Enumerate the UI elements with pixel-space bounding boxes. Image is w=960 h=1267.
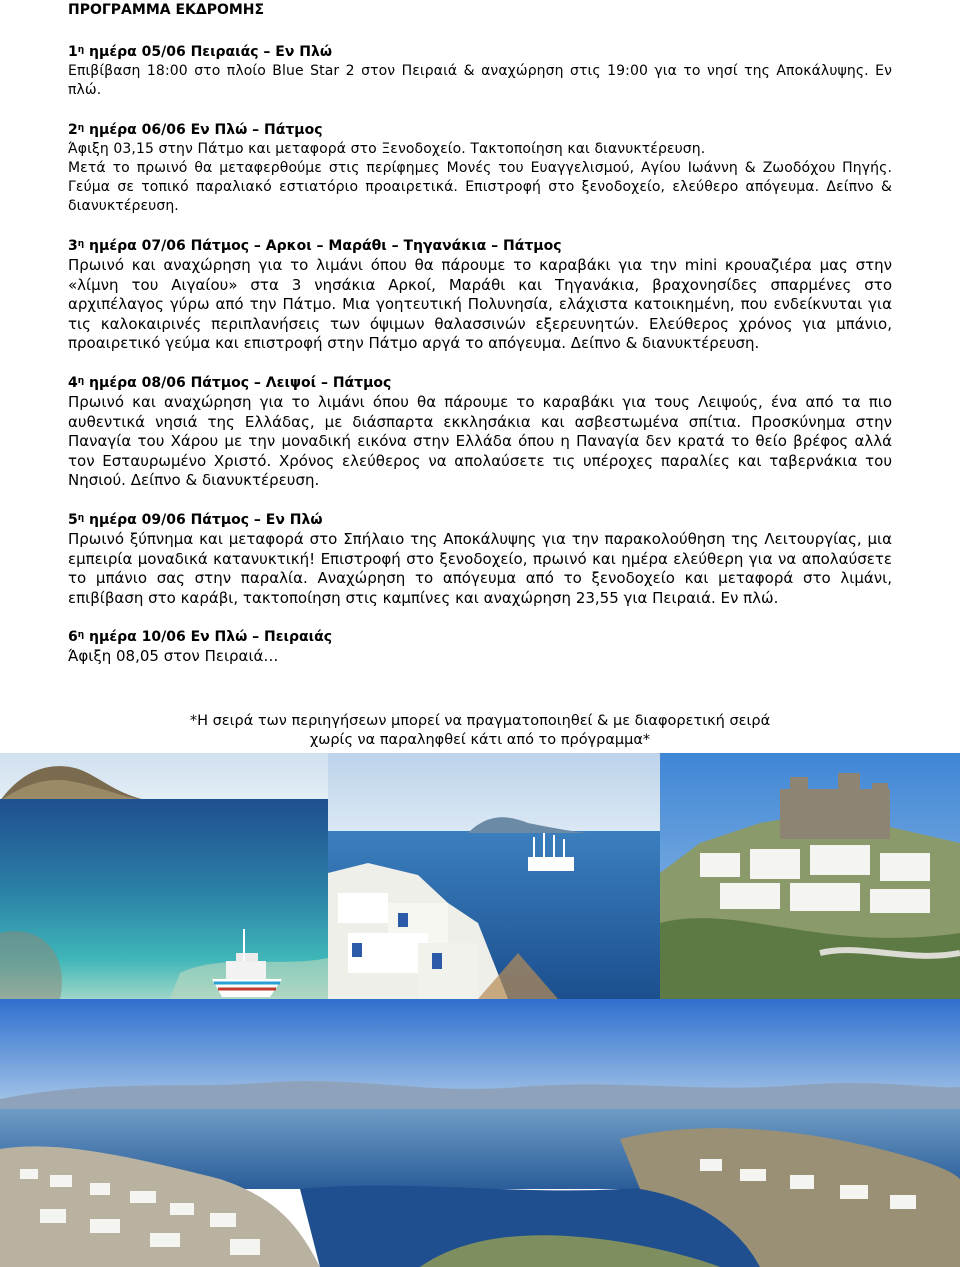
day-number: 4	[68, 374, 78, 391]
day-number: 1	[68, 44, 78, 60]
photo-harbor-panorama	[0, 999, 960, 1267]
day-text: Άφιξη 08,05 στον Πειραιά…	[68, 647, 279, 666]
day-text: Μετά το πρωινό θα μεταφερθούμε στις περίφημες Μονές του Ευαγγελισμού, Αγίου Ιωάννη & Ζωοδόχου Πηγής. Γεύμα σε τοπικό παραλιακό εστιατόριο προαιρετικά. Επιστροφή στο ξενοδοχείο, ελεύθερο απόγευμα. Δείπνο & διανυκτέρευση.	[68, 160, 892, 214]
day-heading	[68, 626, 892, 647]
day-3	[68, 235, 892, 354]
day-1	[68, 41, 892, 100]
disclaimer-line: *Η σειρά των περιηγήσεων μπορεί να πραγματοποιηθεί & με διαφορετική σειρά	[189, 713, 771, 729]
order-disclaimer	[0, 712, 960, 749]
program-title: ΠΡΟΓΡΑΜΜΑ ΕΚΔΡΟΜΗΣ	[68, 2, 265, 18]
photo-white-houses	[328, 753, 660, 999]
day-number: 3	[68, 238, 78, 254]
day-title: ημέρα 05/06 Πειραιάς – Εν Πλώ	[84, 44, 333, 60]
day-title: ημέρα 08/06 Πάτμος – Λειψοί – Πάτμος	[84, 374, 392, 391]
day-2	[68, 119, 892, 216]
day-ordinal: η	[77, 45, 85, 55]
day-ordinal: η	[77, 123, 85, 133]
photo-collage	[0, 753, 960, 1267]
program-document	[68, 0, 892, 667]
day-text: Πρωινό και αναχώρηση για το λιμάνι όπου θα πάρουμε το καραβάκι για την mini κρουαζιέρα μας στην «λίμνη του Αιγαίου» στα 3 νησάκια Αρκοί, Μαράθι και Τηγανάκια, βραχονησίδες σπαρμένες στο αρχιπέλαγος γύρω από την Πάτμο. Μια γοητευτική Πολυνησία, ελάχιστα κατοικημένη, που ενδείκνυται για τις καλοκαιρινές περιπλανήσεις των όψιμων θαλασσινών εξερευνητών. Ελεύθερος χρόνος για μπάνιο, προαιρετικό γεύμα και επιστροφή στην Πάτμο αργά το απόγευμα. Δείπνο & διανυκτέρευση.	[68, 256, 892, 353]
day-text: Πρωινό ξύπνημα και μεταφορά στο Σπήλαιο της Αποκάλυψης για την παρακολούθηση της Λειτουργίας, μια εμπειρία μοναδικά κατανυκτική! Επιστροφή στο ξενοδοχείο, πρωινό και ημέρα ελεύθερη για να απολαύσετε το μπάνιο σας στην παραλία. Αναχώρηση το απόγευμα από το ξενοδοχείο και μεταφορά στο λιμάνι, επιβίβαση στο καράβι, τακτοποίηση στις καμπίνες και αναχώρηση 23,55 για Πειραιά. Εν πλώ.	[68, 529, 892, 607]
day-title: ημέρα 06/06 Εν Πλώ – Πάτμος	[84, 122, 323, 138]
day-text: Πρωινό και αναχώρηση για το λιμάνι όπου θα πάρουμε το καραβάκι για τους Λειψούς, ένα από τα πιο αυθεντικά νησιά της Ελλάδας, με διάσπαρτα εκκλησάκια και ασβεστωμένα σπίτια. Προσκύνημα στην Παναγία του Χάρου με την μοναδική εικόνα στην Ελλάδα όπου η Παναγία δεν κρατά το θείο βρέφος αλλά τον Εσταυρωμένο Χριστό. Χρόνος ελεύθερος να απολαύσετε τις υπέροχες παραλίες και ταβερνάκια του Νησιού. Δείπνο & διανυκτέρευση.	[68, 392, 892, 490]
day-title: ημέρα 07/06 Πάτμος – Αρκοι – Μαράθι – Τηγανάκια – Πάτμος	[84, 238, 562, 254]
day-ordinal: η	[77, 239, 85, 249]
day-heading	[68, 41, 892, 62]
day-6	[68, 626, 892, 667]
day-ordinal: η	[77, 512, 85, 523]
day-heading	[68, 235, 892, 256]
disclaimer-line: χωρίς να παραληφθεί κάτι από το πρόγραμμα*	[309, 731, 651, 748]
day-number: 2	[68, 122, 78, 138]
photo-bay-boat	[0, 753, 328, 999]
day-4	[68, 372, 892, 491]
day-heading	[68, 372, 892, 393]
day-ordinal: η	[77, 630, 85, 641]
day-title: ημέρα 09/06 Πάτμος – Εν Πλώ	[84, 511, 323, 528]
photo-monastery	[660, 753, 960, 999]
day-text: Άφιξη 03,15 στην Πάτμο και μεταφορά στο Ξενοδοχείο. Τακτοποίηση και διανυκτέρευση.	[68, 141, 706, 157]
day-heading	[68, 509, 892, 530]
day-heading	[68, 119, 892, 140]
day-number: 5	[68, 511, 78, 528]
day-ordinal: η	[77, 375, 85, 386]
day-5	[68, 509, 892, 608]
day-text: Επιβίβαση 18:00 στο πλοίο Blue Star 2 στον Πειραιά & αναχώρηση στις 19:00 για το νησί της Αποκάλυψης. Εν πλώ.	[68, 63, 892, 98]
day-number: 6	[68, 629, 78, 646]
day-title: ημέρα 10/06 Εν Πλώ – Πειραιάς	[84, 629, 333, 646]
